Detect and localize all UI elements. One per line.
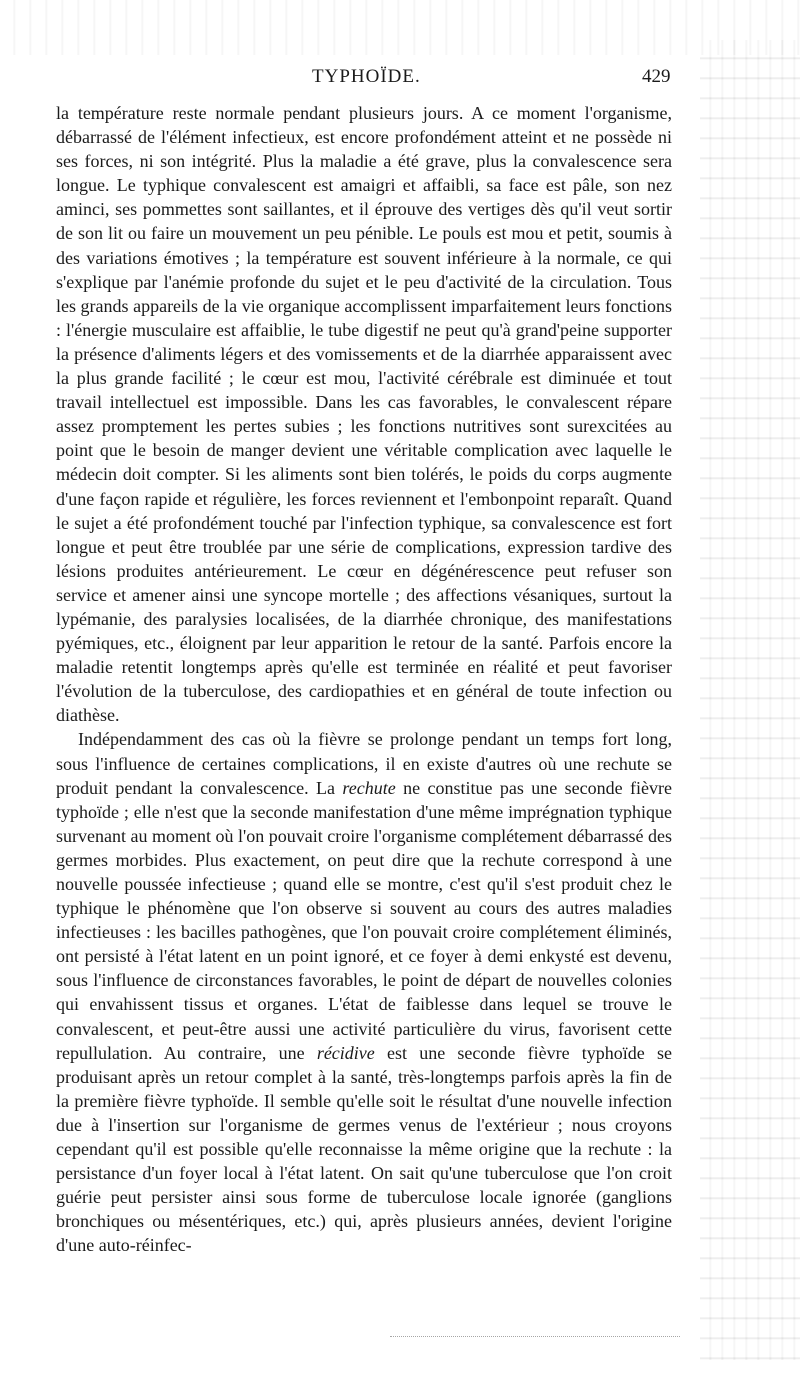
- running-title: TYPHOÏDE.: [312, 66, 421, 87]
- page-header: [0, 66, 800, 90]
- term-rechute: rechute: [342, 777, 396, 798]
- paragraph-2: [56, 727, 672, 1257]
- paragraph-text: Indépendamment des cas où la fièvre se prolonge pendant un temps fort long, sous l'influence de certaines complications, il en existe d'autres où une rechute se produit pendant la convalescence. La: [56, 729, 672, 798]
- body-text: [56, 101, 672, 1258]
- paragraph-text: la température reste normale pendant plusieurs jours. A ce moment l'organisme, débarrassé de l'élément infectieux, est encore profondément atteint et ne possède ni ses forces, ni son intégrité. Plus la maladie a été grave, plus la convalescence sera longue. Le typhique convalescent est amaigri et affaibli, sa face est pâle, son nez aminci, ses pommettes sont saillantes, et il éprouve des vertiges dès qu'il veut sortir de son lit ou faire un mouvement un peu pénible. Le pouls est mou et petit, soumis à des variations émotives ; la température est souvent inférieure à la normale, ce qui s'explique par l'anémie profonde du sujet et le peu d'activité de la circulation. Tous les grands appareils de la vie organique accomplissent imparfaitement leurs fonctions : l'énergie musculaire est affaiblie, le tube digestif ne peut qu'à grand'peine supporter la présence d'aliments légers et des vomissements et de la diarrhée apparaissent avec la plus grande facilité ; le cœur est mou, l'activité cérébrale est diminuée et tout travail intellectuel est impossible. Dans les cas favorables, le convalescent répare assez promptement les pertes subies ; les fonctions nutritives sont surexcitées au point que le besoin de manger devient une véritable complication avec laquelle le médecin doit compter. Si les aliments sont bien tolérés, le poids du corps augmente d'une façon rapide et régulière, les forces reviennent et l'embonpoint reparaît. Quand le sujet a été profondément touché par l'infection typhique, sa convalescence est fort longue et peut être troublée par une série de complications, expression tardive des lésions produites antérieurement. Le cœur en dégénérescence peut refuser son service et amener ainsi une syncope mortelle ; des affections vésaniques, surtout la lypémanie, des paralysies localisées, de la diarrhée chronique, des manifestations pyémiques, etc., éloignent par leur apparition le retour de la santé. Parfois encore la maladie retentit longtemps après qu'elle est terminée en réalité et peut favoriser l'évolution de la tuberculose, des cardiopathies et en général de toute infection ou diathèse.: [56, 103, 672, 726]
- page-number: 429: [642, 66, 671, 87]
- paragraph-text: ne constitue pas une seconde fièvre typhoïde ; elle n'est que la seconde manifestation d'une même imprégnation typhique survenant au moment où l'on pouvait croire l'organisme complétement débarrassé des germes morbides. Plus exactement, on peut dire que la rechute correspond à une nouvelle poussée infectieuse ; quand elle se montre, c'est qu'il s'est produit chez le typhique le phénomène que l'on observe si souvent au cours des autres maladies infectieuses : les bacilles pathogènes, que l'on pouvait croire complétement éliminés, ont persisté à l'état latent en un point ignoré, et ce foyer à demi enkysté est devenu, sous l'influence de circonstances favorables, le point de départ de nouvelles colonies qui envahissent tissus et organes. L'état de faiblesse dans lequel se trouve le convalescent, et peut-être aussi une activité particulière du virus, favorisent cette repullulation. Au contraire, une: [56, 777, 672, 1063]
- bottom-dotted-rule: [390, 1336, 680, 1337]
- term-recidive: récidive: [316, 1042, 375, 1063]
- scan-noise-right-margin: [700, 40, 800, 1360]
- paragraph-1: [56, 101, 672, 727]
- paragraph-text: est une seconde fièvre typhoïde se produisant après un retour complet à la santé, très-longtemps parfois après la fin de la première fièvre typhoïde. Il semble qu'elle soit le résultat d'une nouvelle infection due à l'insertion sur l'organisme de germes venus de l'extérieur ; nous croyons cependant qu'il est possible qu'elle reconnaisse la même origine que la rechute : la persistance d'un foyer local à l'état latent. On sait qu'une tuberculose que l'on croit guérie peut persister ainsi sous forme de tuberculose locale ignorée (ganglions bronchiques ou mésentériques, etc.) qui, après plusieurs années, devient l'origine d'une auto-réinfec-: [56, 1042, 672, 1256]
- scan-noise-top: [0, 0, 800, 55]
